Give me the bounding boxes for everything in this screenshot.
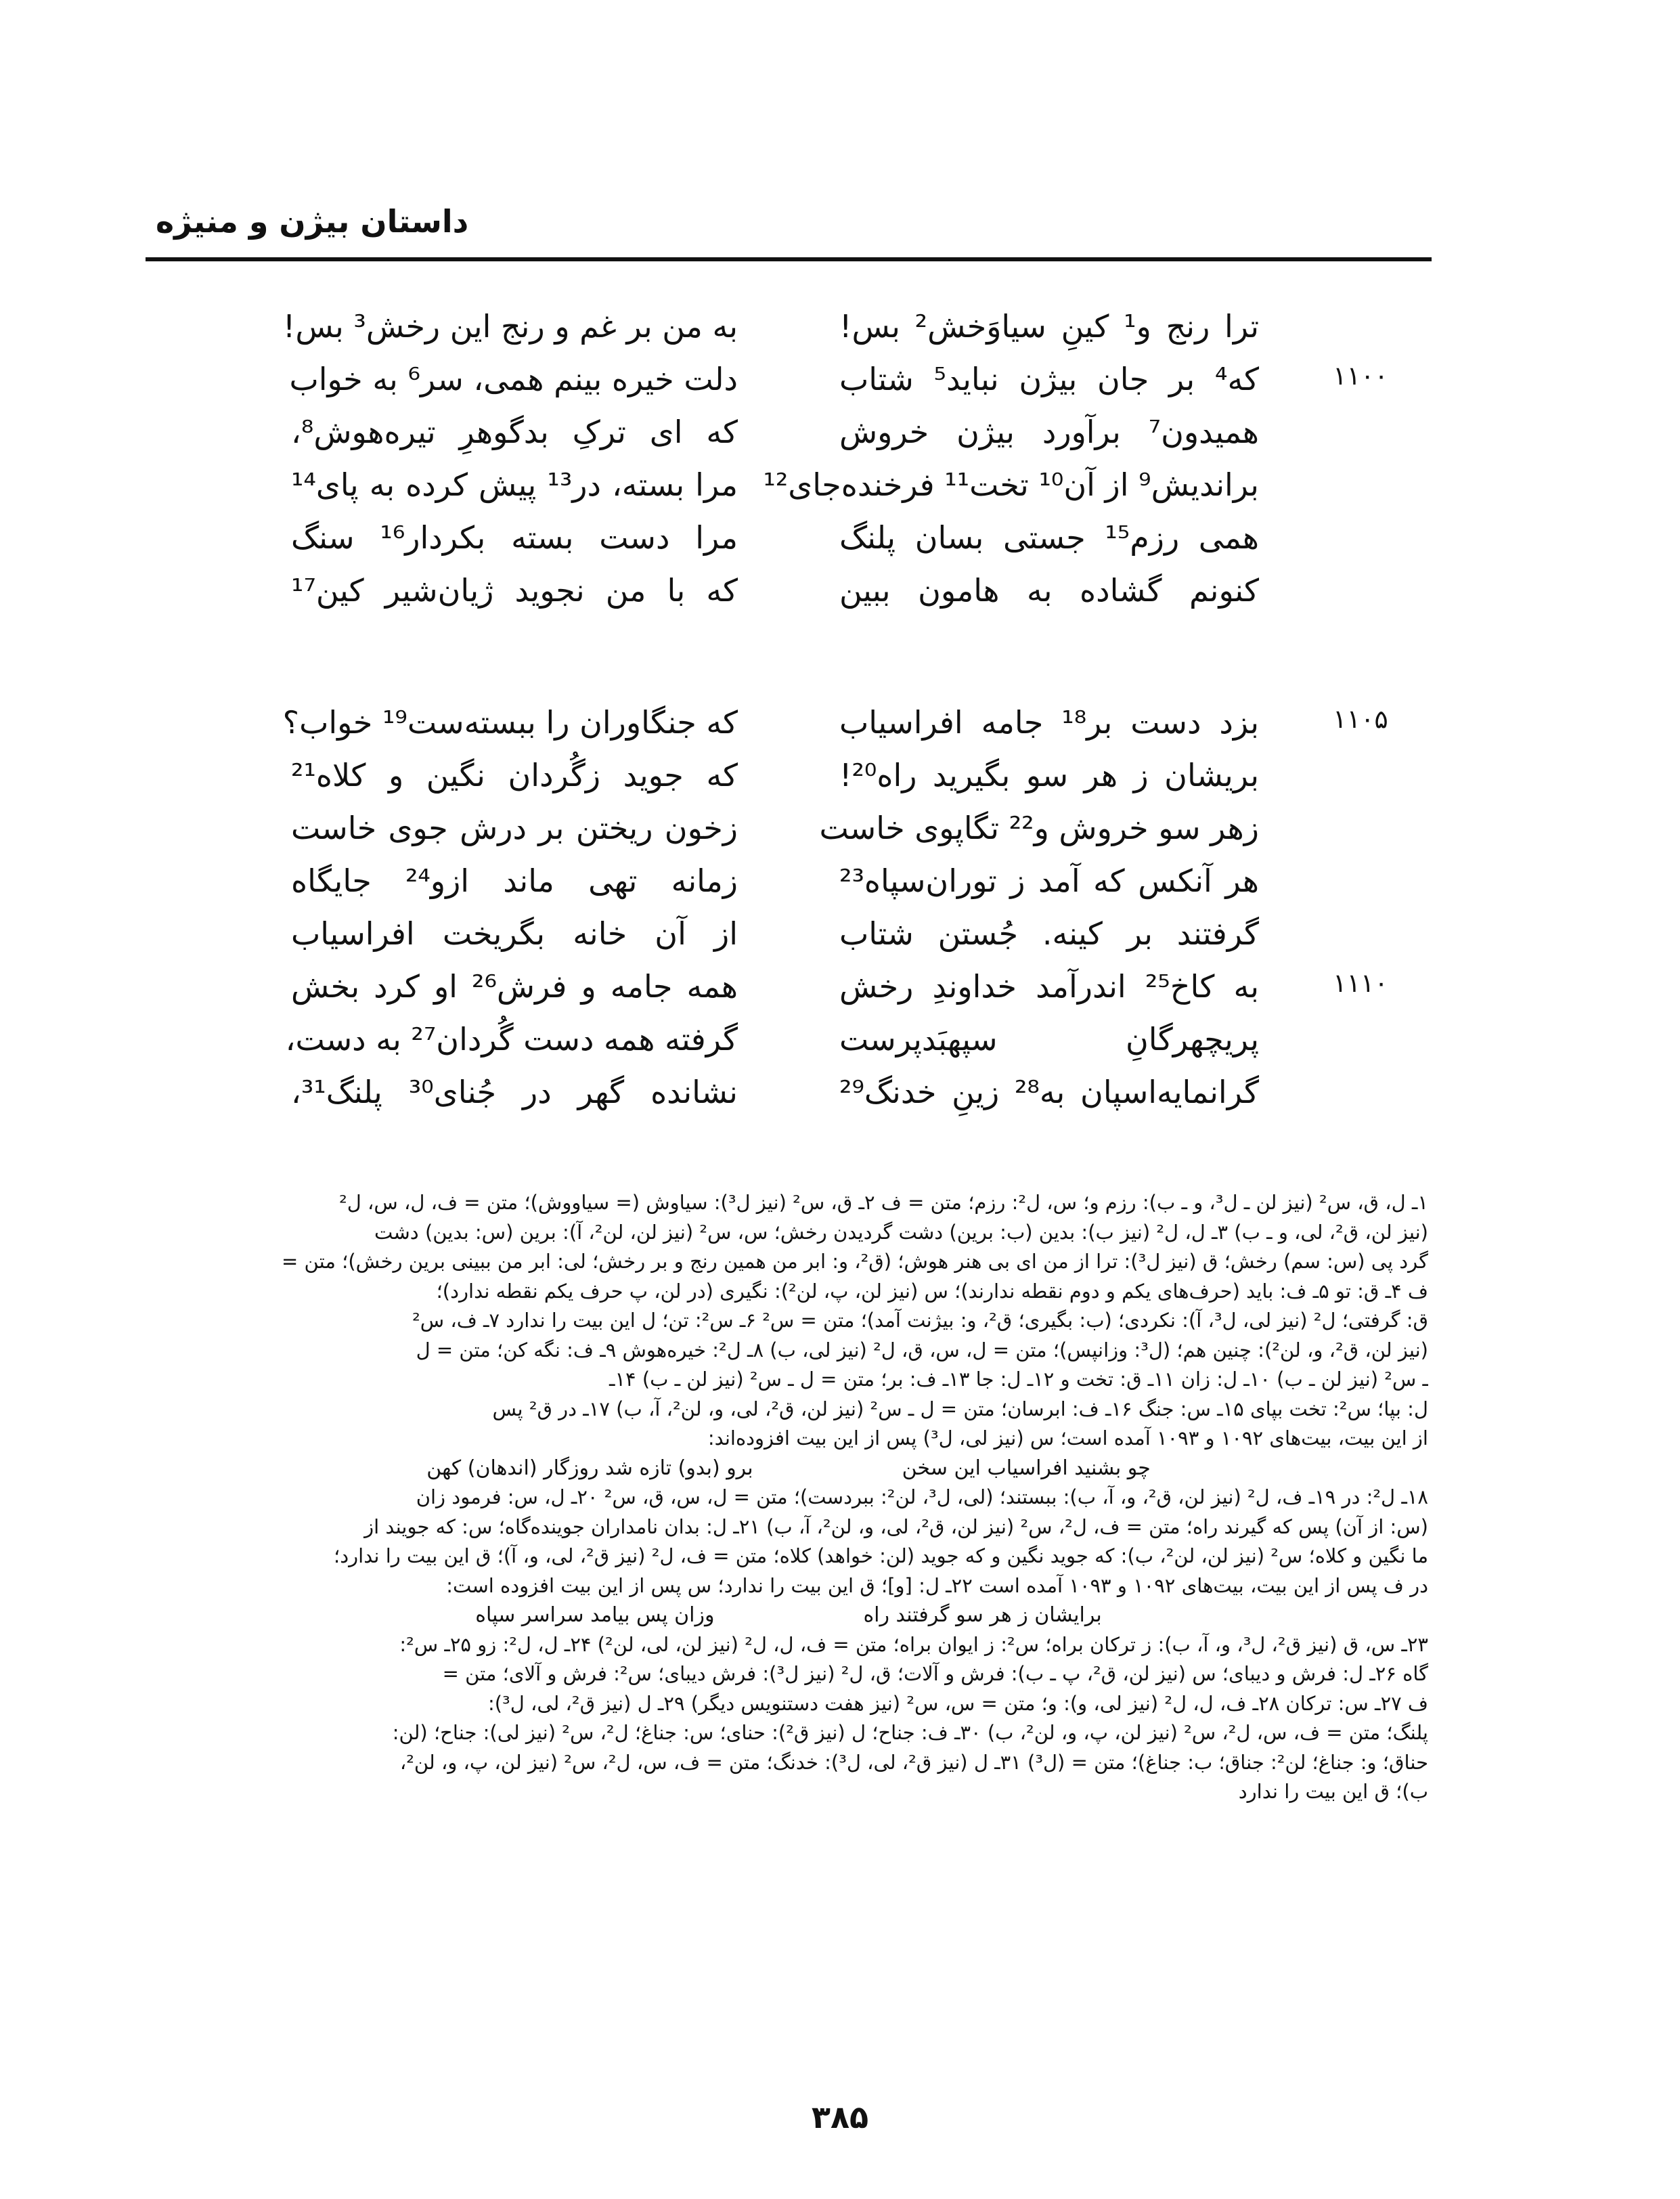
footnote-line: ب)؛ ق این بیت را ندارد <box>1238 1780 1428 1803</box>
footnote-line: ۱ـ ل، ق، س² (نیز لن ـ ل³، و ـ ب): رزم و؛ س، ل²: رزم؛ متن = ف ۲ـ ق، س² (نیز ل³): سیاوش (= سیاووش)؛ متن = ف، ل، س، ل² <box>339 1191 1428 1214</box>
hemistich-left: همه جامه و فرش²⁶ او کرد بخش <box>291 968 738 1005</box>
verse-row <box>203 308 1489 361</box>
footnote-line: ۲۳ـ س، ق (نیز ق²، ل³، و، آ، ب): ز ترکان براه؛ س²: ز ایوان براه؛ متن = ف، ل، ل² (نیز لن، لی، لن²) ۲۴ـ ل، ل²: زو ۲۵ـ س²: <box>399 1632 1428 1656</box>
verse-row <box>203 810 1489 863</box>
hemistich-right: که⁴ بر جان بیژن نباید⁵ شتاب <box>839 361 1259 397</box>
hemistich-left: مرا دست بسته بکردار¹⁶ سنگ <box>291 519 738 556</box>
hemistich-left: گرفته همه دست گُردان²⁷ به دست، <box>285 1021 738 1058</box>
verse-row <box>203 1074 1489 1127</box>
footnote-line: ل: بپا؛ س²: تخت بپای ۱۵ـ س: جنگ ۱۶ـ ف: ابرسان؛ متن = ل ـ س² (نیز لن، ق²، لی، و، لن²، آ، ب) ۱۷ـ در ق² پس <box>492 1397 1428 1420</box>
running-head: داستان بیژن و منیژه <box>156 203 469 240</box>
verse-row <box>203 414 1489 466</box>
verse-row <box>203 572 1489 625</box>
hemistich-left: زخون ریختن بر درش جوی خاست <box>291 810 738 846</box>
couplet-right: چو بشنید افراسیاب این سخن <box>902 1456 1151 1480</box>
verse-row <box>203 915 1489 968</box>
footnote-line: در ف پس از این بیت، بیت‌های ۱۰۹۲ و ۱۰۹۳ آمده است ۲۲ـ ل: [و]؛ ق این بیت را ندارد؛ س پس از این بیت افزوده است: <box>446 1573 1428 1597</box>
footnote-line: پلنگ؛ متن = ف، س، ل²، س² (نیز لن، پ، و، لن²، ب) ۳۰ـ ف: جناح؛ ل (نیز ق²): حنای؛ س: جناغ؛ ل²، س² (نیز لی): جناح؛ (لن: <box>392 1721 1428 1744</box>
footnote-line: ق: گرفتی؛ ل² (نیز لی، ل³، آ): نکردی؛ (ب: بگیری؛ ق²، و: بیژنت آمد)؛ متن = س² ۶ـ س²: تن؛ ل این بیت را ندارد ۷ـ ف، س² <box>412 1309 1428 1332</box>
verse-number: ۱۱۰۰ <box>1333 361 1388 391</box>
verse-row <box>203 1021 1489 1074</box>
verse-row <box>203 863 1489 915</box>
verse-row <box>203 704 1489 757</box>
footnote-line: حناق؛ و: جناغ؛ لن²: جناق؛ ب: جناغ)؛ متن = (ل³) ۳۱ـ ل (نیز ق²، لی، ل³): خدنگ؛ متن = ف، س، ل²، س² (نیز لن، پ، و، لن²، <box>399 1750 1428 1774</box>
hemistich-left: که جنگاوران را ببسته‌ست¹⁹ خواب؟ <box>282 704 738 741</box>
hemistich-left: دلت خیره بینم همی، سر⁶ به خواب <box>289 361 738 397</box>
footnote-line: از این بیت، بیت‌های ۱۰۹۲ و ۱۰۹۳ آمده است؛ س (نیز لی، ل³) پس از این بیت افزوده‌اند: <box>707 1427 1428 1450</box>
verse-number: ۱۱۱۰ <box>1333 968 1388 998</box>
hemistich-right: پریچهرگانِ سپهبَدپرست <box>839 1021 1259 1058</box>
hemistich-right: بزد دست بر¹⁸ جامه افراسیاب <box>839 704 1260 741</box>
hemistich-left: که ای ترکِ بدگوهرِ تیره‌هوش⁸، <box>291 414 738 450</box>
footnote-line: (نیز لن، ق²، و، لن²): چنین هم؛ (ل³: وزانپس)؛ متن = ل، س، ق، ل² (نیز لی، ب) ۸ـ ل²: خیره‌هوش ۹ـ ف: نگه کن؛ متن = ل <box>416 1338 1428 1362</box>
header-rule <box>146 257 1432 261</box>
hemistich-right: به کاخ²⁵ اندرآمد خداوندِ رخش <box>839 968 1259 1005</box>
verse-row <box>203 757 1489 810</box>
footnote-line: گاه ۲۶ـ ل: فرش و دیبای؛ س (نیز لن، ق²، پ ـ ب): فرش و آلات؛ ق، ل² (نیز ل³): فرش دیبای؛ س²: فرش و آلای؛ متن = <box>442 1662 1428 1685</box>
footnote-line: ف ۴ـ ق: تو ۵ـ ف: باید (حرف‌های یکم و دوم نقطه ندارند)؛ س (نیز لن، پ، لن²): نگیری (در لن، پ حرف یکم نقطه ندارد)؛ <box>436 1279 1428 1303</box>
verse-row <box>203 519 1489 572</box>
hemistich-right: زهر سو خروش و²² تگاپوی خاست <box>819 810 1259 846</box>
hemistich-right: گرفتند بر کینه. جُستن شتاب <box>839 915 1259 952</box>
footnote-line: ما نگین و کلاه؛ س² (نیز لن، لن²، ب): که جوید نگین و که جوید (لن: خواهد) کلاه؛ متن = ف، ل² (نیز ق²، لی، و، آ)؛ ق این بیت را ندارد؛ <box>334 1544 1428 1567</box>
hemistich-right: بریشان ز هر سو بگیرید راه²⁰! <box>839 757 1259 793</box>
footnotes <box>149 1188 1428 1807</box>
footnote-couplet <box>149 1601 1428 1630</box>
hemistich-left: زمانه تهی ماند ازو²⁴ جایگاه <box>291 863 738 899</box>
footnote-line: ف ۲۷ـ س: ترکان ۲۸ـ ف، ل، ل² (نیز لی، و): و؛ متن = س، س² (نیز هفت دستنویس دیگر) ۲۹ـ ل (نیز ق²، لی، ل³): <box>487 1691 1428 1715</box>
hemistich-left: به من بر غم و رنج این رخش³ بس! <box>282 308 738 345</box>
hemistich-right: کنونم گشاده به هامون ببین <box>839 572 1259 609</box>
hemistich-right: ترا رنج و¹ کینِ سیاوَخش² بس! <box>839 308 1260 345</box>
footnote-line: گرد پی (س: سم) رخش؛ ق (نیز ل³): ترا از من ای بی هنر هوش؛ (ق²، و: ابر من همین رنج و بر رخش؛ لی: ابر من ببینی برین رخش)؛ متن = <box>282 1250 1428 1273</box>
couplet-left: وزان پس بیامد سراسر سپاه <box>475 1603 715 1627</box>
footnote-line: (س: از آن) پس که گیرند راه؛ متن = ف، ل²، س² (نیز لن، ق²، لی، و، لن²، آ، ب) ۲۱ـ ل: بدان نامداران جوینده‌گاه؛ س: که جویند از <box>364 1515 1428 1538</box>
hemistich-left: که جوید زگُردان نگین و کلاه²¹ <box>291 757 738 793</box>
verse-row <box>203 968 1489 1021</box>
verse-row <box>203 361 1489 414</box>
footnote-couplet <box>149 1454 1428 1483</box>
verse-row <box>203 466 1489 519</box>
couplet-right: برایشان ز هر سو گرفتند راه <box>863 1603 1102 1627</box>
hemistich-right: همی رزم¹⁵ جستی بسان پلنگ <box>839 519 1259 556</box>
verse-block-2 <box>203 704 1489 1127</box>
footnote-line: ـ س² (نیز لن ـ ب) ۱۰ـ ل: زان ۱۱ـ ق: تخت و ۱۲ـ ل: جا ۱۳ـ ف: بر؛ متن = ل ـ س² (نیز لن ـ ب) ۱۴ـ <box>609 1368 1428 1391</box>
couplet-left: برو (بدو) تازه شد روزگار (اندهان) کهن <box>426 1456 753 1480</box>
hemistich-right: براندیش⁹ از آن¹⁰ تخت¹¹ فرخنده‌جای¹² <box>763 466 1259 503</box>
hemistich-left: که با من نجوید ژیان‌شیر کین¹⁷ <box>291 572 738 609</box>
page-number: ۳۸۵ <box>811 2099 869 2135</box>
footnote-line: (نیز لن، ق²، لی، و ـ ب) ۳ـ ل، ل² (نیز ب): بدین (ب: برین) دشت گردیدن رخش؛ س، س² (نیز لن، لن²، آ): برین (س: بدین) دشت <box>374 1220 1428 1244</box>
verse-number: ۱۱۰۵ <box>1333 704 1388 734</box>
verse-block-1 <box>203 308 1489 625</box>
footnote-line: ۱۸ـ ل²: در ۱۹ـ ف، ل² (نیز لن، ق²، و، آ، ب): ببستند؛ (لی، ل³، لن²: ببردست)؛ متن = ل، س، ق، س² ۲۰ـ ل، س: فرمود زان <box>416 1485 1428 1508</box>
hemistich-left: نشانده گهر در جُنای³⁰ پلنگ³¹، <box>291 1074 738 1110</box>
hemistich-right: هر آنکس که آمد ز توران‌سپاه²³ <box>839 863 1259 899</box>
hemistich-right: گرانمایه‌اسپان به²⁸ زینِ خدنگ²⁹ <box>839 1074 1259 1110</box>
hemistich-left: از آن خانه بگریخت افراسیاب <box>291 915 738 952</box>
hemistich-left: مرا بسته، در¹³ پیش کرده به پای¹⁴ <box>291 466 738 503</box>
hemistich-right: همیدون⁷ برآورد بیژن خروش <box>839 414 1259 450</box>
